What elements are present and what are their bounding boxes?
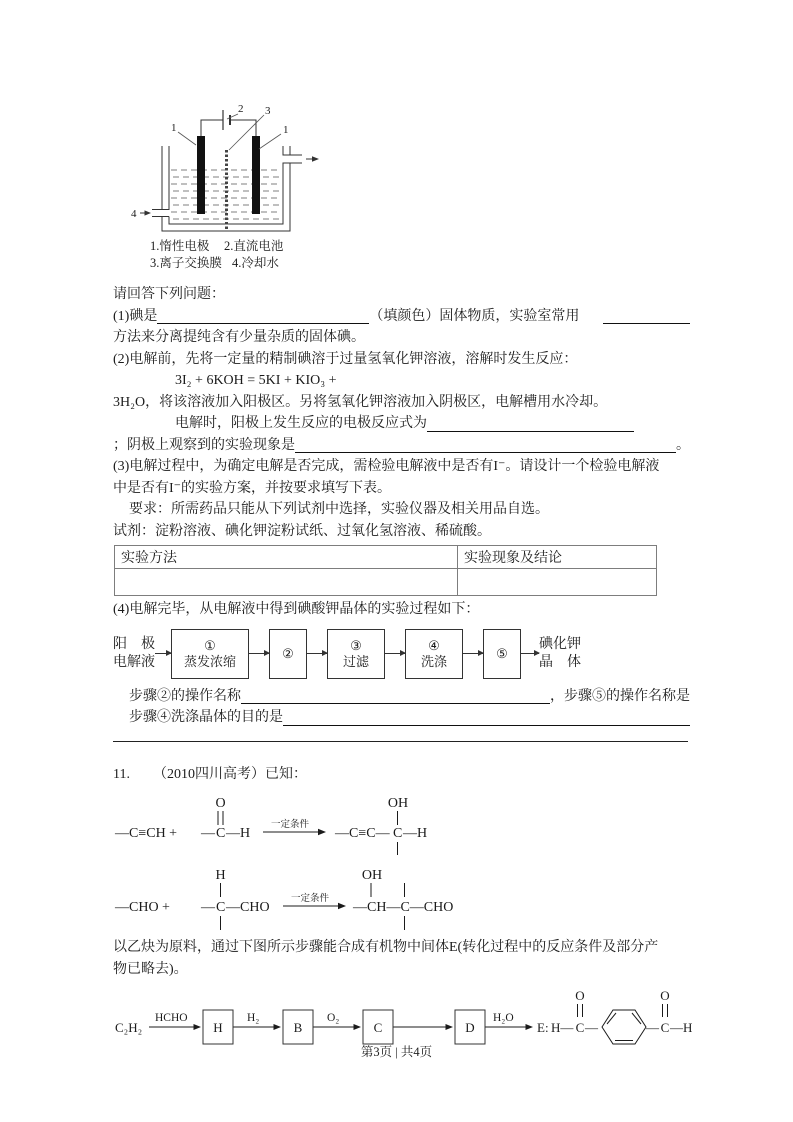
rxn1-condition-label: 一定条件 bbox=[271, 820, 310, 830]
answer-blank bbox=[603, 308, 690, 324]
table-empty-row bbox=[115, 569, 657, 596]
q11-heading bbox=[113, 764, 690, 786]
flow2-box4-label: D bbox=[465, 1020, 475, 1035]
q10-part3-line1: (3)电解过程中，为确定电解是否完成，需检验电解液中是否有I⁻。请设计一个检验电解液 bbox=[113, 459, 660, 474]
left-electrode bbox=[197, 136, 205, 214]
rxn2-mid-carbon: C bbox=[216, 900, 226, 915]
flow-product-label bbox=[539, 636, 581, 672]
experiment-table bbox=[114, 545, 657, 596]
e-left-double-bond bbox=[578, 1004, 583, 1017]
callout-battery: 2 bbox=[238, 103, 244, 115]
table-cell-empty bbox=[115, 569, 458, 596]
rxn1-product-carbon: C bbox=[393, 826, 403, 841]
callout-inlet: 4 bbox=[131, 208, 137, 220]
rxn2-mid-dash: — bbox=[201, 900, 215, 915]
flow-product-line2: 晶 体 bbox=[539, 654, 581, 670]
callout-right-electrode: 1 bbox=[283, 124, 289, 136]
legend-inert-electrode: 1.惰性电极 bbox=[150, 239, 210, 253]
q11-heading-text: （2010四川高考）已知： bbox=[153, 766, 307, 782]
flow-step1-box bbox=[171, 629, 249, 679]
document-body bbox=[113, 284, 693, 1056]
flow-step1-number: ① bbox=[204, 637, 216, 653]
flow-product-line1: 碘化钾 bbox=[539, 636, 581, 652]
legend-cooling-water: 4.冷却水 bbox=[232, 256, 279, 270]
e-right-oxygen: O bbox=[660, 988, 670, 1003]
flow-step5-box bbox=[483, 629, 521, 679]
outlet-pipe bbox=[283, 155, 320, 163]
rxn2-product-hydroxyl: OH bbox=[361, 868, 383, 883]
flow-step4-box bbox=[405, 629, 463, 679]
q10-part4-line2 bbox=[113, 686, 690, 708]
electrolysis-apparatus-figure bbox=[128, 98, 370, 270]
flow2-arrow3-label: O₂ bbox=[327, 1012, 340, 1024]
legend-dc-battery: 2.直流电池 bbox=[224, 239, 284, 253]
flow-step5-number: ⑤ bbox=[496, 645, 508, 661]
e-left-hydrogen: H— bbox=[551, 1020, 574, 1035]
benzene-double-bonds bbox=[607, 1013, 641, 1041]
rxn2-arrowhead bbox=[338, 903, 346, 909]
flow2-start: C₂H₂ bbox=[115, 1020, 143, 1035]
rxn2-mid-hydrogen: H bbox=[215, 868, 226, 883]
reaction1-structure bbox=[113, 787, 458, 861]
flow-arrow bbox=[155, 653, 171, 654]
table-cell-empty bbox=[458, 569, 657, 596]
flow-source-line1: 阳 极 bbox=[113, 636, 155, 652]
flow-arrow bbox=[385, 653, 405, 654]
rxn2-condition-label: 一定条件 bbox=[291, 894, 330, 904]
q10-part3-line3: 要求：所需药品只能从下列试剂中选择，实验仪器及相关用品自选。 bbox=[129, 502, 549, 517]
benzene-ring bbox=[602, 1010, 646, 1044]
rxn1-ald-hydrogen: —H bbox=[226, 826, 251, 841]
q10-p1-pre: (1)碘是 bbox=[113, 308, 158, 324]
rxn1-product-chain: —C≡C— bbox=[335, 826, 390, 841]
e-right-hydrogen: —H bbox=[670, 1020, 693, 1035]
rxn1-alkyne: —C≡CH + bbox=[115, 826, 178, 841]
flow-arrow bbox=[463, 653, 483, 654]
q10-part1-line1 bbox=[113, 306, 690, 328]
callout-left-electrode: 1 bbox=[171, 122, 177, 134]
flow-arrow bbox=[249, 653, 269, 654]
e-right-carbon: C bbox=[660, 1020, 670, 1035]
q10-part4-line3 bbox=[113, 707, 690, 729]
e-left-carbon: C bbox=[575, 1020, 585, 1035]
table-header-method: 实验方法 bbox=[115, 546, 458, 569]
rxn2-mid-cho: —CHO bbox=[226, 900, 270, 915]
flow-step3-number: ③ bbox=[350, 637, 362, 653]
q10-part2-line4 bbox=[113, 413, 690, 435]
right-electrode bbox=[252, 136, 260, 214]
q10-p1-mid: （填颜色）固体物质，实验室常用 bbox=[369, 308, 580, 324]
rxn1-product-hydroxyl: OH bbox=[387, 796, 409, 811]
q10-part2-line1: (2)电解前，先将一定量的精制碘溶于过量氢氧化钾溶液，溶解时发生反应： bbox=[113, 351, 578, 367]
flow-step2-number: ② bbox=[282, 645, 294, 661]
answer-blank bbox=[241, 688, 550, 704]
page-footer: 第3页 | 共4页 bbox=[360, 1045, 433, 1059]
table-header-row bbox=[115, 546, 657, 569]
q11-para-line1: 以乙炔为原料，通过下图所示步骤能合成有机物中间体E(转化过程中的反应条件及部分产 bbox=[113, 940, 659, 955]
inlet-pipe bbox=[140, 210, 170, 217]
q10-part1-line2: 方法来分离提纯含有少量杂质的固体碘。 bbox=[113, 330, 365, 345]
answer-blank bbox=[295, 437, 676, 453]
q10-intro: 请回答下列问题： bbox=[113, 287, 225, 302]
rxn1-arrowhead bbox=[318, 829, 326, 835]
q11-number: 11. bbox=[113, 766, 130, 782]
table-header-result: 实验现象及结论 bbox=[458, 546, 657, 569]
e-right-double-bond bbox=[663, 1004, 668, 1017]
flow2-arrow2-label: H₂ bbox=[247, 1012, 260, 1024]
q10-p2-cathode-pre: ；阴极上观察到的实验现象是 bbox=[113, 437, 295, 453]
answer-blank bbox=[157, 308, 369, 324]
flow-step3-label: 过滤 bbox=[342, 653, 369, 669]
flow2-box3-label: C bbox=[373, 1020, 383, 1035]
flow-step1-label: 蒸发浓缩 bbox=[183, 653, 236, 669]
answer-blank bbox=[427, 416, 634, 432]
legend-ion-membrane: 3.离子交换膜 bbox=[150, 256, 222, 270]
callout-membrane: 3 bbox=[265, 105, 271, 117]
reaction2-structure bbox=[113, 861, 473, 937]
q10-part4-line1: (4)电解完毕，从电解液中得到碘酸钾晶体的实验过程如下： bbox=[113, 602, 480, 617]
q11-para-line2: 物已略去)。 bbox=[113, 961, 188, 977]
q10-part3-line2: 中是否有I⁻的实验方案，并按要求填写下表。 bbox=[113, 480, 392, 496]
flow2-box2-label: B bbox=[293, 1020, 303, 1035]
q10-p2-period: 。 bbox=[676, 437, 690, 453]
rxn1-ald-carbon: C bbox=[216, 826, 226, 841]
section-divider bbox=[113, 741, 688, 742]
flow-arrow bbox=[521, 653, 539, 654]
flow-arrow bbox=[307, 653, 327, 654]
q10-p2-anode-pre: 电解时，阳极上发生反应的电极反应式为 bbox=[175, 416, 427, 431]
rxn1-product-hydrogen: —H bbox=[403, 826, 428, 841]
rxn1-ald-dash: — bbox=[201, 826, 215, 841]
q10-part3-line4: 试剂：淀粉溶液、碘化钾淀粉试纸、过氧化氢溶液、稀硫酸。 bbox=[113, 523, 491, 539]
process-flow-diagram bbox=[113, 626, 690, 682]
flow-step2-box bbox=[269, 629, 307, 679]
flow-source-line2: 电解液 bbox=[113, 654, 155, 670]
e-dash-left: — bbox=[585, 1020, 598, 1035]
q10-p4-step2-pre: 步骤②的操作名称 bbox=[129, 688, 241, 704]
flow-source-label bbox=[113, 636, 155, 672]
rxn1-ald-oxygen: O bbox=[215, 796, 226, 811]
flow2-box1-label: H bbox=[213, 1020, 223, 1035]
circuit-wires bbox=[201, 120, 256, 136]
flow-step4-label: 洗涤 bbox=[420, 653, 447, 669]
q10-part2-equation: 3I₂ + 6KOH = 5KI + KIO₃ + bbox=[175, 373, 337, 388]
rxn2-product-chain: —CH—C—CHO bbox=[353, 900, 454, 915]
q10-part2-line3: 3H₂O，将该溶液加入阳极区。另将氢氧化钾溶液加入阴极区，电解槽用水冷却。 bbox=[113, 394, 608, 410]
answer-blank bbox=[283, 710, 690, 726]
e-dash-right: — bbox=[646, 1020, 659, 1035]
flow-step3-box bbox=[327, 629, 385, 679]
q10-p4-step4-pre: 步骤④洗涤晶体的目的是 bbox=[129, 710, 283, 725]
q10-p4-step5-mid: ，步骤⑤的操作名称是 bbox=[550, 688, 690, 704]
rxn1-ald-double-bond bbox=[218, 811, 223, 825]
flow2-arrow1-label: HCHO bbox=[155, 1012, 188, 1024]
flow-step4-number: ④ bbox=[428, 637, 440, 653]
flow2-arrow5-label: H₂O bbox=[493, 1012, 514, 1024]
flow2-product-e-label: E: bbox=[537, 1020, 549, 1035]
q10-part2-line5 bbox=[113, 435, 690, 457]
rxn2-aldehyde: —CHO + bbox=[115, 900, 170, 915]
e-left-oxygen: O bbox=[575, 988, 585, 1003]
